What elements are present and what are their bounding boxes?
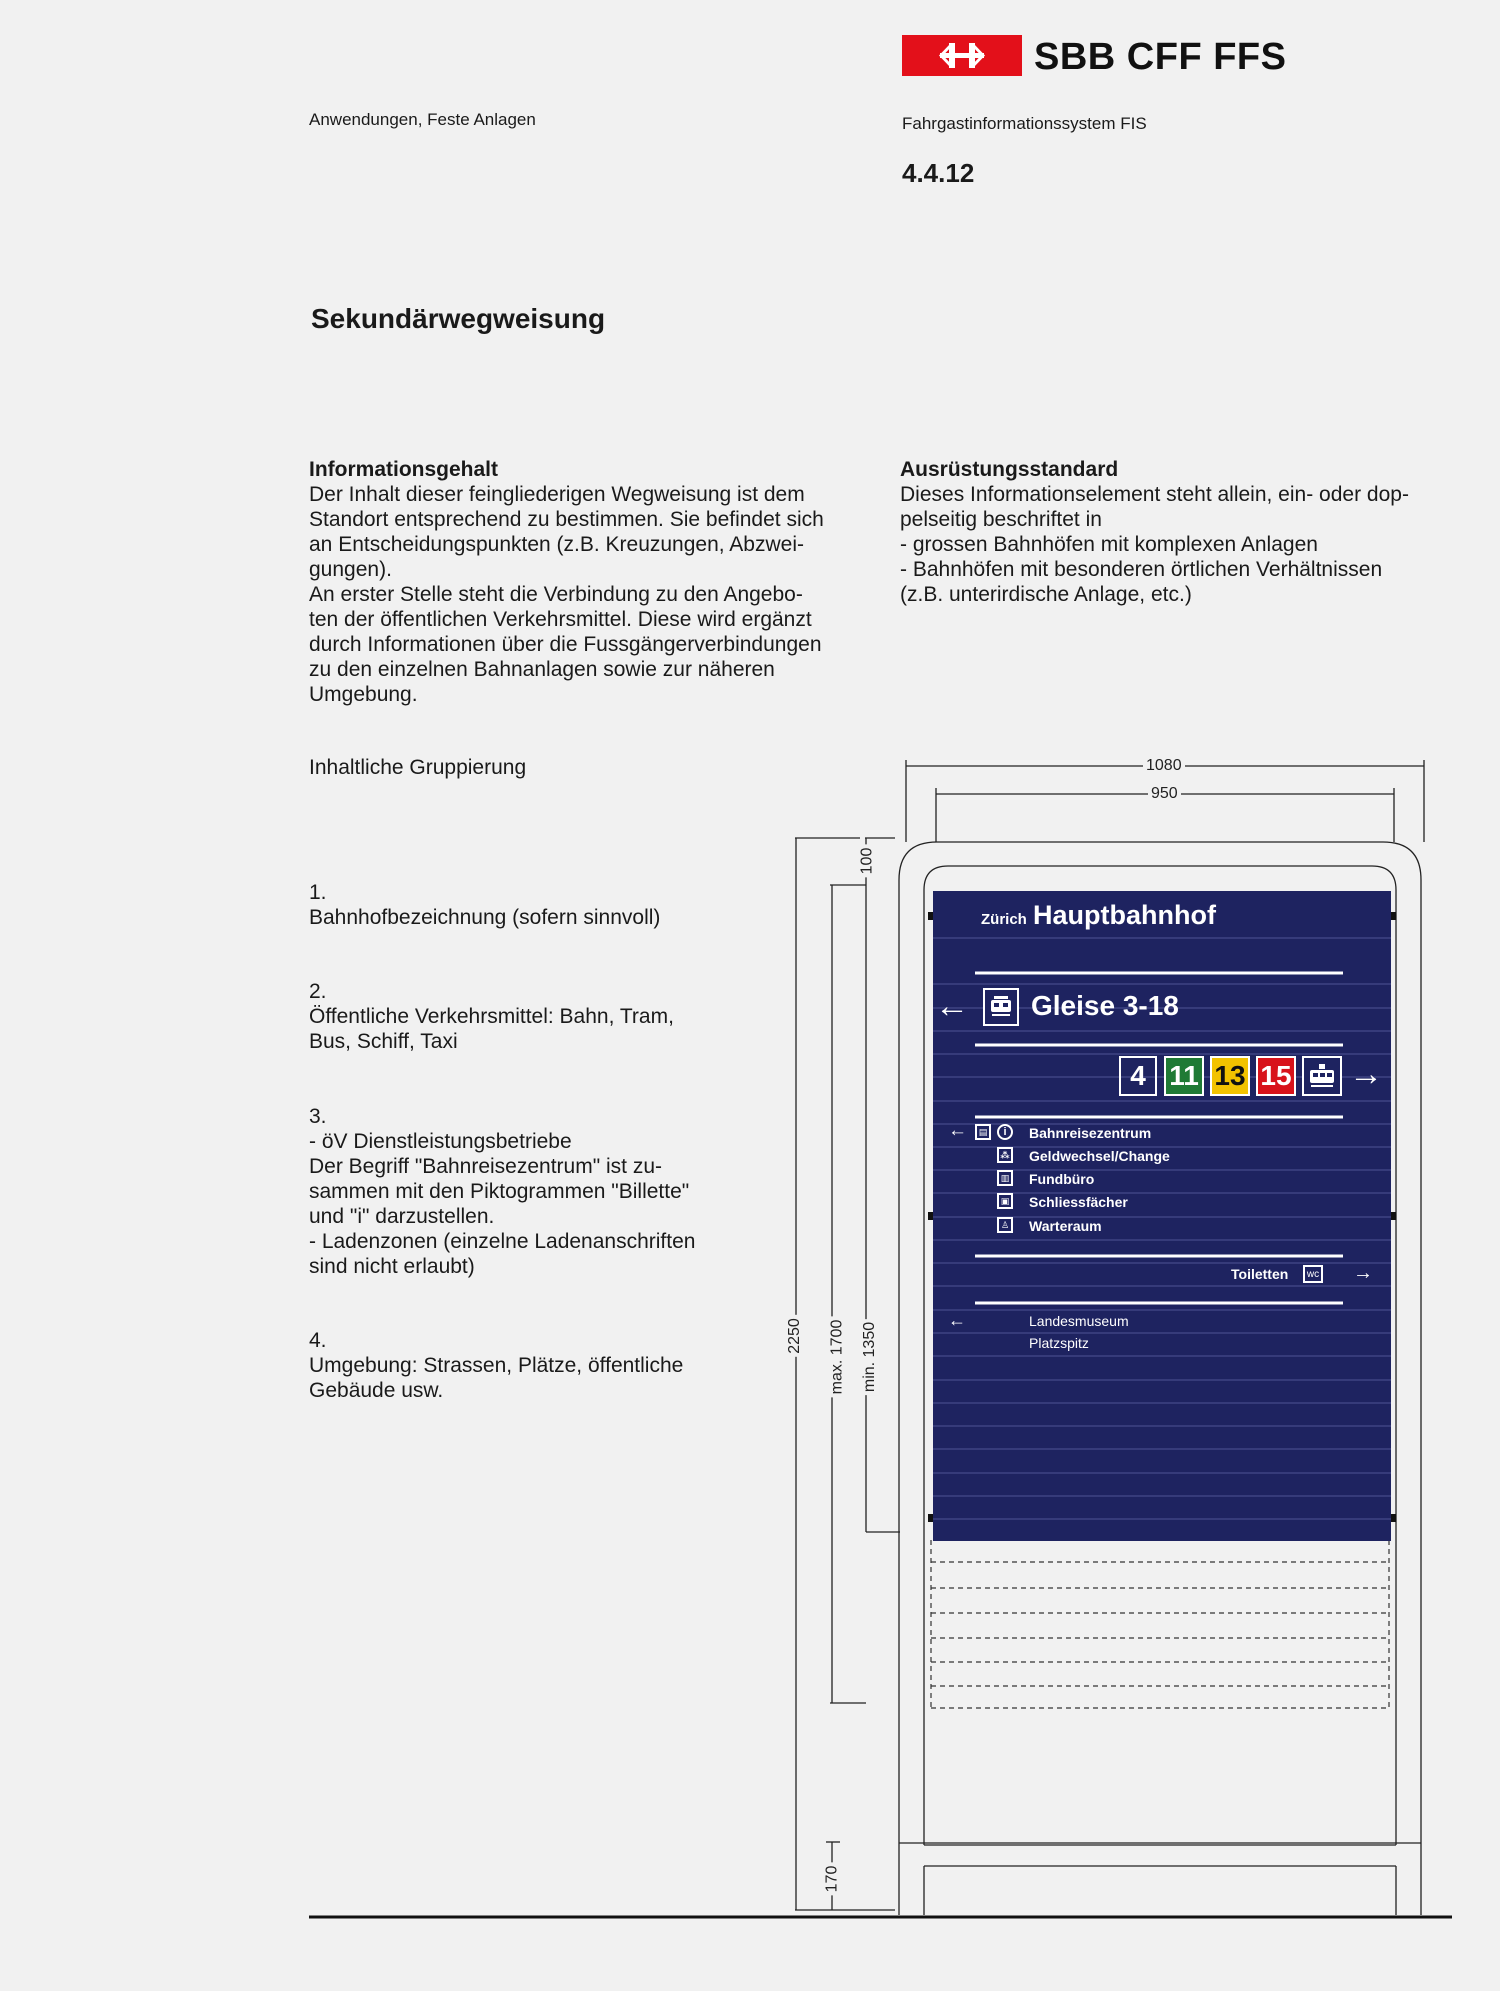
tram-line-13: 13 — [1210, 1056, 1250, 1096]
dim-panel-width: 950 — [1148, 785, 1181, 803]
toilets-arrow-icon: → — [1353, 1262, 1373, 1284]
tram-line-4: 4 — [1119, 1056, 1157, 1096]
grouping-item-2: 2. Öffentliche Verkehrsmittel: Bahn, Tram, Bus, Schiff, Taxi — [309, 980, 674, 1053]
brand-name: SBB CFF FFS — [1034, 36, 1287, 78]
grouping-item-3: 3. - öV Dienstleistungsbetriebe Der Begriff "Bahnreisezentrum" ist zu- sammen mit den Piktogrammen "Billette" und "i" darzustellen. - Ladenzonen (einzelne Ladenanschriften sind nicht erlaubt) — [309, 1105, 696, 1278]
tram-line-15: 15 — [1256, 1056, 1296, 1096]
left-arrow-icon: ← — [935, 987, 969, 1025]
grouping-item-4: 4. Umgebung: Strassen, Plätze, öffentliche Gebäude usw. — [309, 1329, 684, 1402]
ticket-icon: ▤ — [975, 1124, 991, 1140]
lost-found-icon: ▥ — [997, 1170, 1013, 1186]
tram-icon — [1302, 1056, 1342, 1096]
grouping-heading: Inhaltliche Gruppierung — [309, 756, 527, 779]
page-title: Sekundärwegweisung — [311, 303, 606, 334]
sign-station: Hauptbahnhof — [1033, 900, 1216, 930]
sign-panel — [933, 891, 1391, 1541]
info-icon: i — [997, 1124, 1013, 1140]
dim-max-height: max. 1700 — [828, 1317, 846, 1398]
right-arrow-icon: → — [1349, 1055, 1383, 1093]
money-exchange-icon: ⁂ — [997, 1147, 1013, 1163]
tram-line-11: 11 — [1164, 1056, 1204, 1096]
surroundings-arrow-icon: ← — [948, 1310, 966, 1330]
sign-platforms: Gleise 3-18 — [1031, 990, 1179, 1021]
dim-total-width: 1080 — [1143, 757, 1185, 775]
service-item-3: Fundbüro — [1029, 1171, 1095, 1187]
info-heading: Informationsgehalt — [309, 458, 499, 481]
surroundings-item-2: Platzspitz — [1029, 1335, 1089, 1351]
wc-icon: wc — [1303, 1265, 1323, 1283]
right-caption: Fahrgastinformationssystem FIS — [902, 114, 1147, 133]
service-item-5: Warteraum — [1029, 1218, 1102, 1234]
dim-min-height: min. 1350 — [861, 1319, 879, 1395]
dim-top-gap: 100 — [858, 845, 876, 878]
equipment-text: Dieses Informationselement steht allein, ein- oder dop- pelseitig beschriftet in - grossen Bahnhöfen mit komplexen Anlagen - Bahnhöfen mit besonderen örtlichen Verhältnissen (z.B. unterirdische Anlage, etc.) — [900, 483, 1409, 606]
left-caption: Anwendungen, Feste Anlagen — [309, 110, 536, 129]
services-left-arrow-icon: ← — [948, 1120, 967, 1141]
train-icon — [983, 988, 1019, 1026]
dim-base-height: 170 — [823, 1863, 841, 1896]
info-text: Der Inhalt dieser feingliederigen Wegweisung ist dem Standort entsprechend zu bestimmen. Sie befindet sich an Entscheidungspunkten (z.B. Kreuzungen, Abzwei- gungen). An erster Stelle steht die Verbindung zu den Angebo- ten der öffentlichen Verkehrsmittel. Diese wird ergänzt durch Informationen über die Fussgängerverbindungen zu den einzelnen Bahnanlagen sowie zur näheren Umgebung. — [309, 483, 824, 706]
grouping-item-1: 1. Bahnhofbezeichnung (sofern sinnvoll) — [309, 881, 661, 929]
waiting-room-icon: ♙ — [997, 1217, 1013, 1233]
service-item-4: Schliessfächer — [1029, 1194, 1128, 1210]
sign-city: Zürich — [981, 911, 1027, 928]
service-item-2: Geldwechsel/Change — [1029, 1148, 1170, 1164]
dim-total-height: 2250 — [786, 1315, 804, 1357]
doc-number: 4.4.12 — [902, 158, 975, 188]
toilets-label: Toiletten — [1231, 1266, 1289, 1282]
locker-icon: ▣ — [997, 1193, 1013, 1209]
surroundings-item-1: Landesmuseum — [1029, 1313, 1129, 1329]
equipment-heading: Ausrüstungsstandard — [900, 458, 1119, 481]
service-item-1: Bahnreisezentrum — [1029, 1125, 1152, 1141]
